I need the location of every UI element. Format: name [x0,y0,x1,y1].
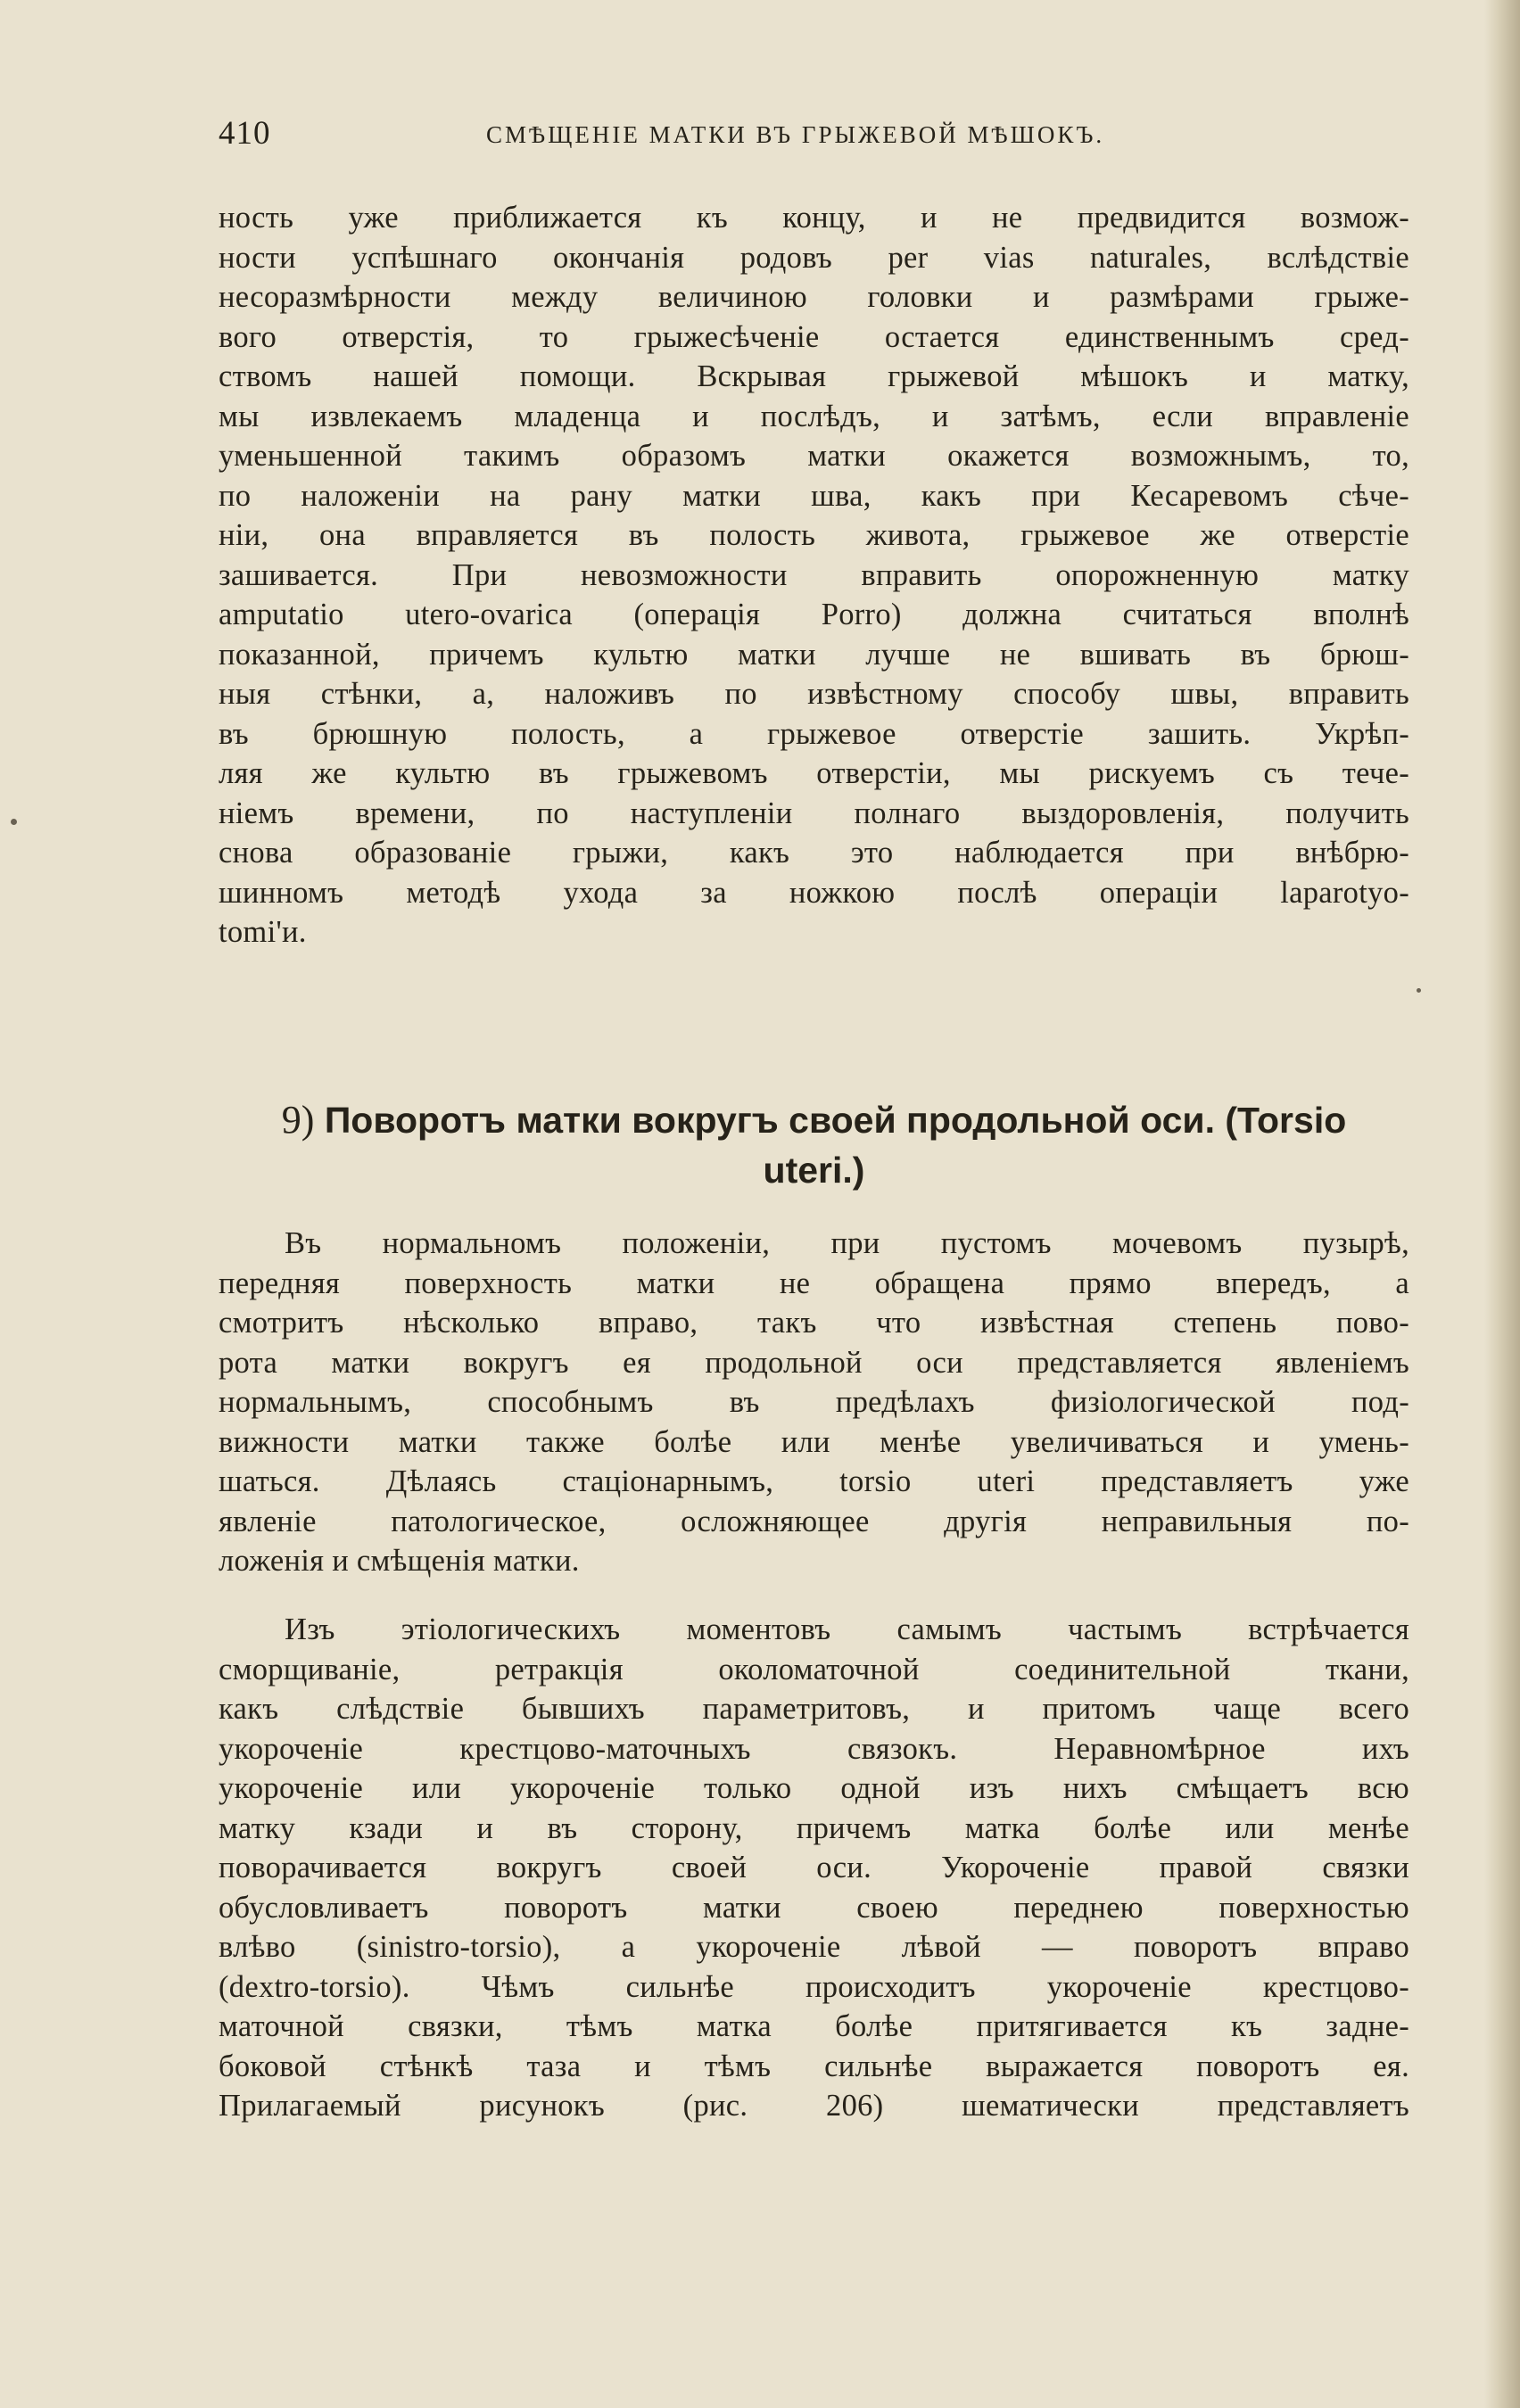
text-line: сморщиваніе, ретракція околоматочной соединительной ткани, [219,1652,1409,1686]
text-line: ности успѣшнаго окончанія родовъ per vias naturales, вслѣдствіе [219,240,1409,275]
section-number: 9) [281,1098,315,1142]
text-line: уменьшенной такимъ образомъ матки окажется возможнымъ, то, [219,439,1409,473]
text-line: маточной связки, тѣмъ матка болѣе притягивается къ задне- [219,2009,1409,2043]
page-header [219,114,1409,159]
text-line: обусловливаетъ поворотъ матки своею переднею поверхностью [219,1890,1409,1925]
paragraph-1 [219,198,1409,952]
text-line: влѣво (sinistro-torsio), а укороченіе лѣвой — поворотъ вправо [219,1930,1409,1964]
scan-speck [11,819,17,825]
section-heading-line-1 [219,1095,1409,1145]
text-line: нормальнымъ, способнымъ въ предѣлахъ физіологической под- [219,1385,1409,1419]
text-line: вижности матки также болѣе или менѣе увеличиваться и умень- [219,1424,1409,1459]
text-line: укороченіе крестцово-маточныхъ связокъ. Неравномѣрное ихъ [219,1731,1409,1766]
page-number: 410 [219,115,271,152]
text-line: зашивается. При невозможности вправить опорожненную матку [219,557,1409,592]
text-line: Въ нормальномъ положеніи, при пустомъ мочевомъ пузырѣ, [285,1226,1409,1260]
text-line: мы извлекаемъ младенца и послѣдъ, и затѣмъ, если вправленіе [219,399,1409,433]
text-line: по наложеніи на рану матки шва, какъ при Кесаревомъ сѣче- [219,478,1409,513]
text-line: ніи, она вправляется въ полость живота, грыжевое же отверстіе [219,518,1409,552]
text-line: ніемъ времени, по наступленіи полнаго выздоровленія, получить [219,796,1409,830]
text-line: въ брюшную полость, а грыжевое отверстіе зашить. Укрѣп- [219,716,1409,751]
text-line: ляя же культю въ грыжевомъ отверстіи, мы рискуемъ съ тече- [219,756,1409,790]
text-line: показанной, причемъ культю матки лучше не вшивать въ брюш- [219,637,1409,672]
text-line: поворачивается вокругъ своей оси. Укороченіе правой связки [219,1851,1409,1884]
text-line: какъ слѣдствіе бывшихъ параметритовъ, и притомъ чаще всего [219,1692,1409,1726]
section-heading-line-2: uteri.) [763,1150,865,1191]
text-line: ность уже приближается къ концу, и не предвидится возмож- [219,201,1409,235]
text-line: снова образованіе грыжи, какъ это наблюдается при внѣбрю- [219,836,1409,870]
text-line: смотритъ нѣсколько вправо, такъ что извѣстная степень пово- [219,1306,1409,1340]
scan-speck [1417,988,1421,993]
text-line: Прилагаемый рисунокъ (рис. 206) шематически представляетъ [219,2089,1409,2123]
running-title: СМѢЩЕНІЕ МАТКИ ВЪ ГРЫЖЕВОЙ МѢШОКЪ. [486,121,1105,148]
text-line: боковой стѣнкѣ таза и тѣмъ сильнѣе выражается поворотъ ея. [219,2049,1409,2083]
text-line: (dextro-torsio). Чѣмъ сильнѣе происходитъ укороченіе крестцово- [219,1969,1409,2004]
text-line: шаться. Дѣлаясь стаціонарнымъ, torsio uteri представляетъ уже [219,1464,1409,1498]
text-line: рота матки вокругъ ея продольной оси представляется явленіемъ [219,1345,1409,1380]
page-edge-shadow [1484,0,1520,2408]
text-line: ствомъ нашей помощи. Вскрывая грыжевой мѣшокъ и матку, [219,359,1409,393]
paragraph-2 [219,1224,1409,1581]
paragraph-3 [219,1610,1409,2126]
text-line: Изъ этіологическихъ моментовъ самымъ частымъ встрѣчается [285,1612,1409,1646]
text-line: вого отверстія, то грыжесѣченіе остается единственнымъ сред- [219,319,1409,354]
text-line: явленіе патологическое, осложняющее другія неправильныя по- [219,1504,1409,1538]
text-line: ложенія и смѣщенія матки. [219,1544,580,1578]
section-heading [219,1095,1409,1195]
text-line: ныя стѣнки, а, наложивъ по извѣстному способу швы, вправить [219,677,1409,711]
text-line: несоразмѣрности между величиною головки и размѣрами грыже- [219,280,1409,314]
text-line: укороченіе или укороченіе только одной изъ нихъ смѣщаетъ всю [219,1771,1409,1805]
text-line: шинномъ методѣ ухода за ножкою послѣ операціи laparotyo- [219,875,1409,910]
text-line: матку кзади и въ сторону, причемъ матка болѣе или менѣе [219,1810,1409,1845]
text-line: tomi'и. [219,915,307,949]
text-line: передняя поверхность матки не обращена прямо впередъ, а [219,1266,1409,1300]
section-title: Поворотъ матки вокругъ своей продольной оси. (Torsio [324,1100,1347,1141]
text-line: amputatio utero-ovarica (операція Porro) должна считаться вполнѣ [219,598,1409,631]
